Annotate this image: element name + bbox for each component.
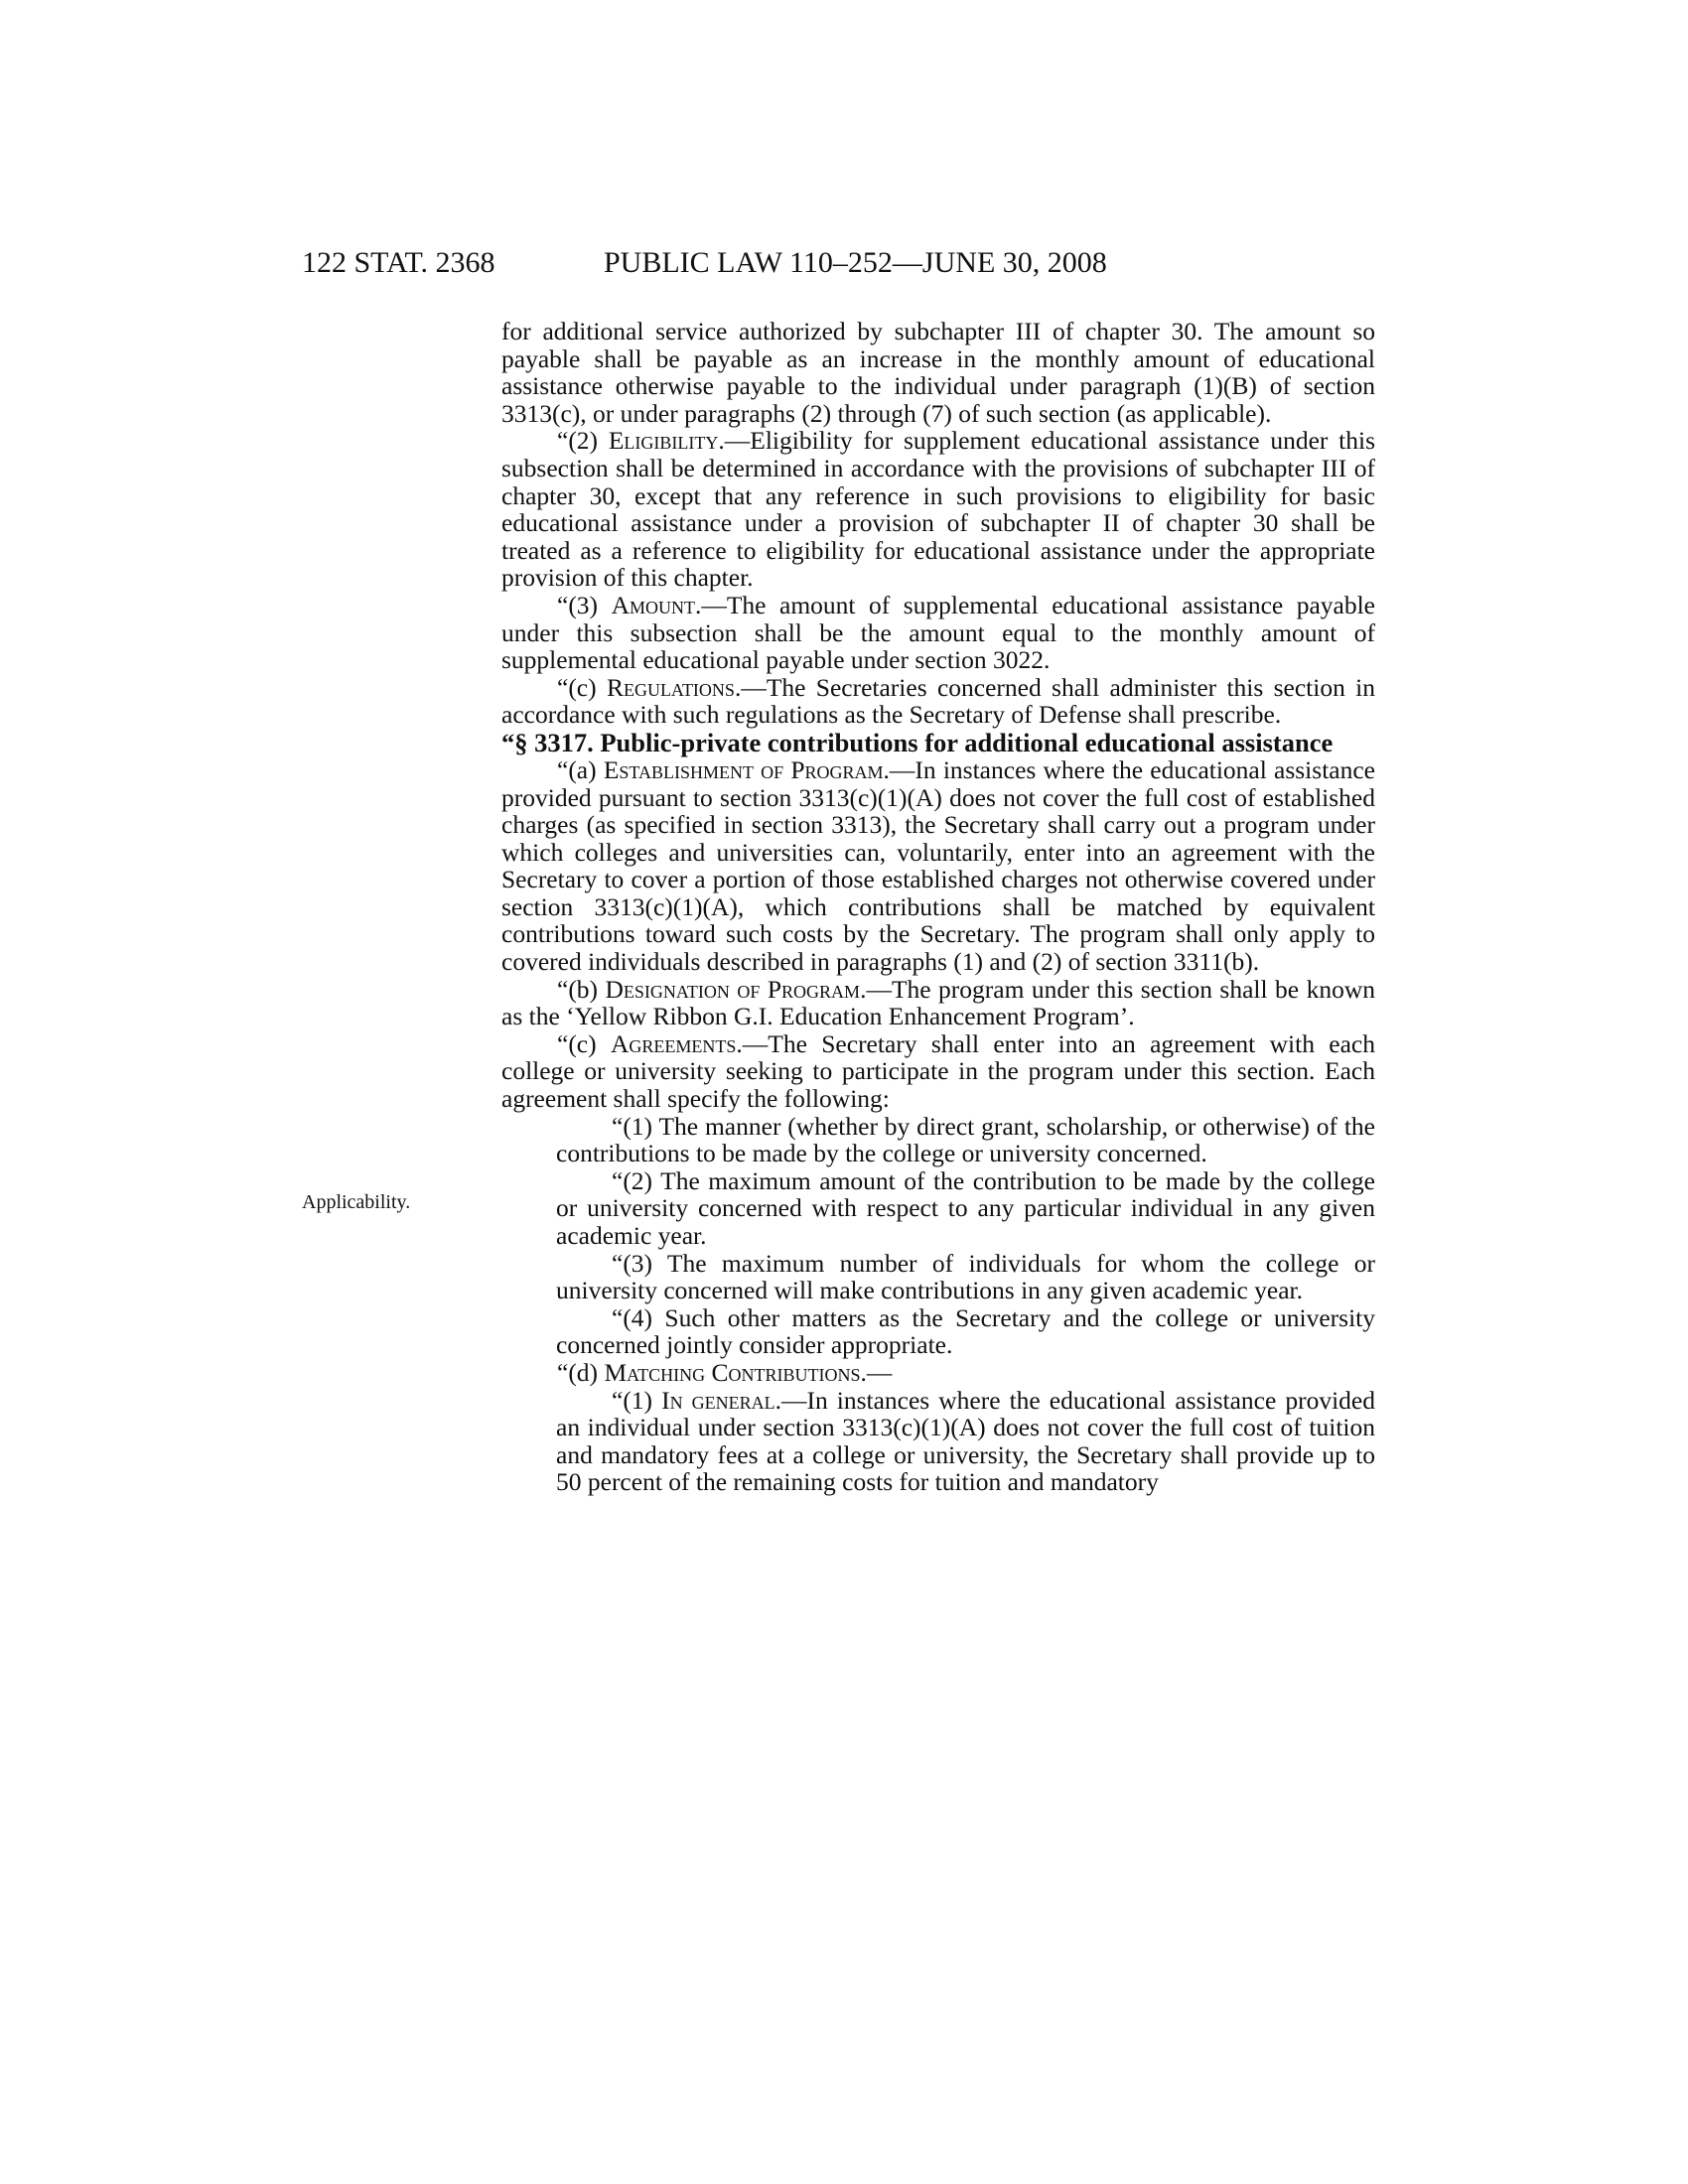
paragraph-caption: Designation of Program: [605, 974, 861, 1004]
paragraph-number: “(c): [557, 672, 607, 702]
agreement-item-3: “(3) The maximum number of individuals for whom the college or university concerned will make contributions in any given academic year.: [556, 1248, 1375, 1305]
subsection-regulations: [501, 674, 1375, 729]
paragraph-caption: Establishment of Program: [603, 754, 884, 784]
subsection-designation: [501, 976, 1375, 1030]
paragraph-in-general: [501, 1387, 1375, 1496]
paragraph-text: .—: [860, 1357, 893, 1387]
section-heading: “§ 3317. Public-private contributions for additional educational assistance: [501, 727, 1334, 757]
paragraph-caption: In general: [661, 1385, 775, 1415]
paragraph-number: “(3): [557, 590, 612, 619]
paragraph-number: “(b): [557, 974, 606, 1004]
paragraph-text: .—The program under this section shall be known as the ‘Yellow Ribbon G.I. Education Enhancement Program’.: [501, 974, 1375, 1031]
subsection-matching-contributions: [501, 1359, 1375, 1387]
paragraph-caption: Amount: [611, 590, 695, 619]
margin-note-applicability: Applicability.: [302, 1191, 411, 1213]
paragraph-text: .—In instances where the educational assistance provided an individual under section 3313(c)(1)(A) does not cover the full cost of tuition and mandatory fees at a college or university, the Secretary shall provide up to 50 percent of the remaining costs for tuition and mandatory: [556, 1385, 1375, 1497]
agreement-item-4: “(4) Such other matters as the Secretary and the college or university concerned jointly consider appropriate.: [556, 1302, 1375, 1360]
paragraph-caption: Regulations: [606, 672, 735, 702]
paragraph-text: .—In instances where the educational assistance provided pursuant to section 3313(c)(1)(A) does not cover the full cost of established charges (as specified in section 3313), the Secretary shall carry out a program under which colleges and universities can, voluntarily, enter into an agreement with the Secretary to cover a portion of those established charges not otherwise covered under section 3313(c)(1)(A), which contributions shall be matched by equivalent contributions toward such costs by the Secretary. The program shall only apply to covered individuals described in paragraphs (1) and (2) of section 3311(b).: [501, 754, 1375, 977]
paragraph-number: “(c): [557, 1028, 611, 1058]
paragraph-text: .—The Secretary shall enter into an agreement with each college or university seeking to participate in the program under this section. Each agreement shall specify the following:: [501, 1028, 1375, 1114]
paragraph-caption: Matching Contributions: [604, 1357, 861, 1387]
statute-page-reference: 122 STAT. 2368: [302, 246, 495, 279]
paragraph-number: “(2): [557, 426, 609, 456]
paragraph-text: .—Eligibility for supplement educational assistance under this subsection shall be determined in accordance with the provisions of subchapter III of chapter 30, except that any reference in such provisions to eligibility for basic educational assistance under a provision of subchapter II of chapter 30 shall be treated as a reference to eligibility for educational assistance under the appropriate provision of this chapter.: [501, 426, 1375, 593]
agreement-item-1: “(1) The manner (whether by direct grant, scholarship, or otherwise) of the contributions to be made by the college or university concerned.: [556, 1111, 1375, 1168]
subsection-agreements: [501, 1030, 1375, 1113]
running-header: [0, 246, 1688, 286]
agreement-item-2: “(2) The maximum amount of the contribution to be made by the college or university concerned with respect to any particular individual in any given academic year.: [556, 1165, 1375, 1250]
paragraph-number: “(d): [557, 1357, 605, 1387]
paragraph-text: .—The amount of supplemental educational assistance payable under this subsection shall be the amount equal to the monthly amount of supplemental educational payable under section 3022.: [501, 590, 1375, 675]
paragraph-number: “(a): [557, 754, 604, 784]
paragraph-eligibility: [501, 427, 1375, 592]
statute-body: [501, 318, 1375, 1496]
paragraph-amount: [501, 592, 1375, 674]
paragraph-text: .—The Secretaries concerned shall administer this section in accordance with such regulations as the Secretary of Defense shall prescribe.: [501, 672, 1375, 730]
public-law-title: PUBLIC LAW 110–252—JUNE 30, 2008: [604, 246, 1107, 279]
paragraph-caption: Eligibility: [608, 426, 719, 456]
paragraph-number: “(1): [612, 1385, 662, 1415]
paragraph-continuation: for additional service authorized by subchapter III of chapter 30. The amount so payable shall be payable as an increase in the monthly amount of educational assistance otherwise payable to the individual under paragraph (1)(B) of section 3313(c), or under paragraphs (2) through (7) of such section (as applicable).: [501, 317, 1375, 428]
paragraph-caption: Agreements: [610, 1028, 737, 1058]
subsection-establishment: [501, 756, 1375, 976]
